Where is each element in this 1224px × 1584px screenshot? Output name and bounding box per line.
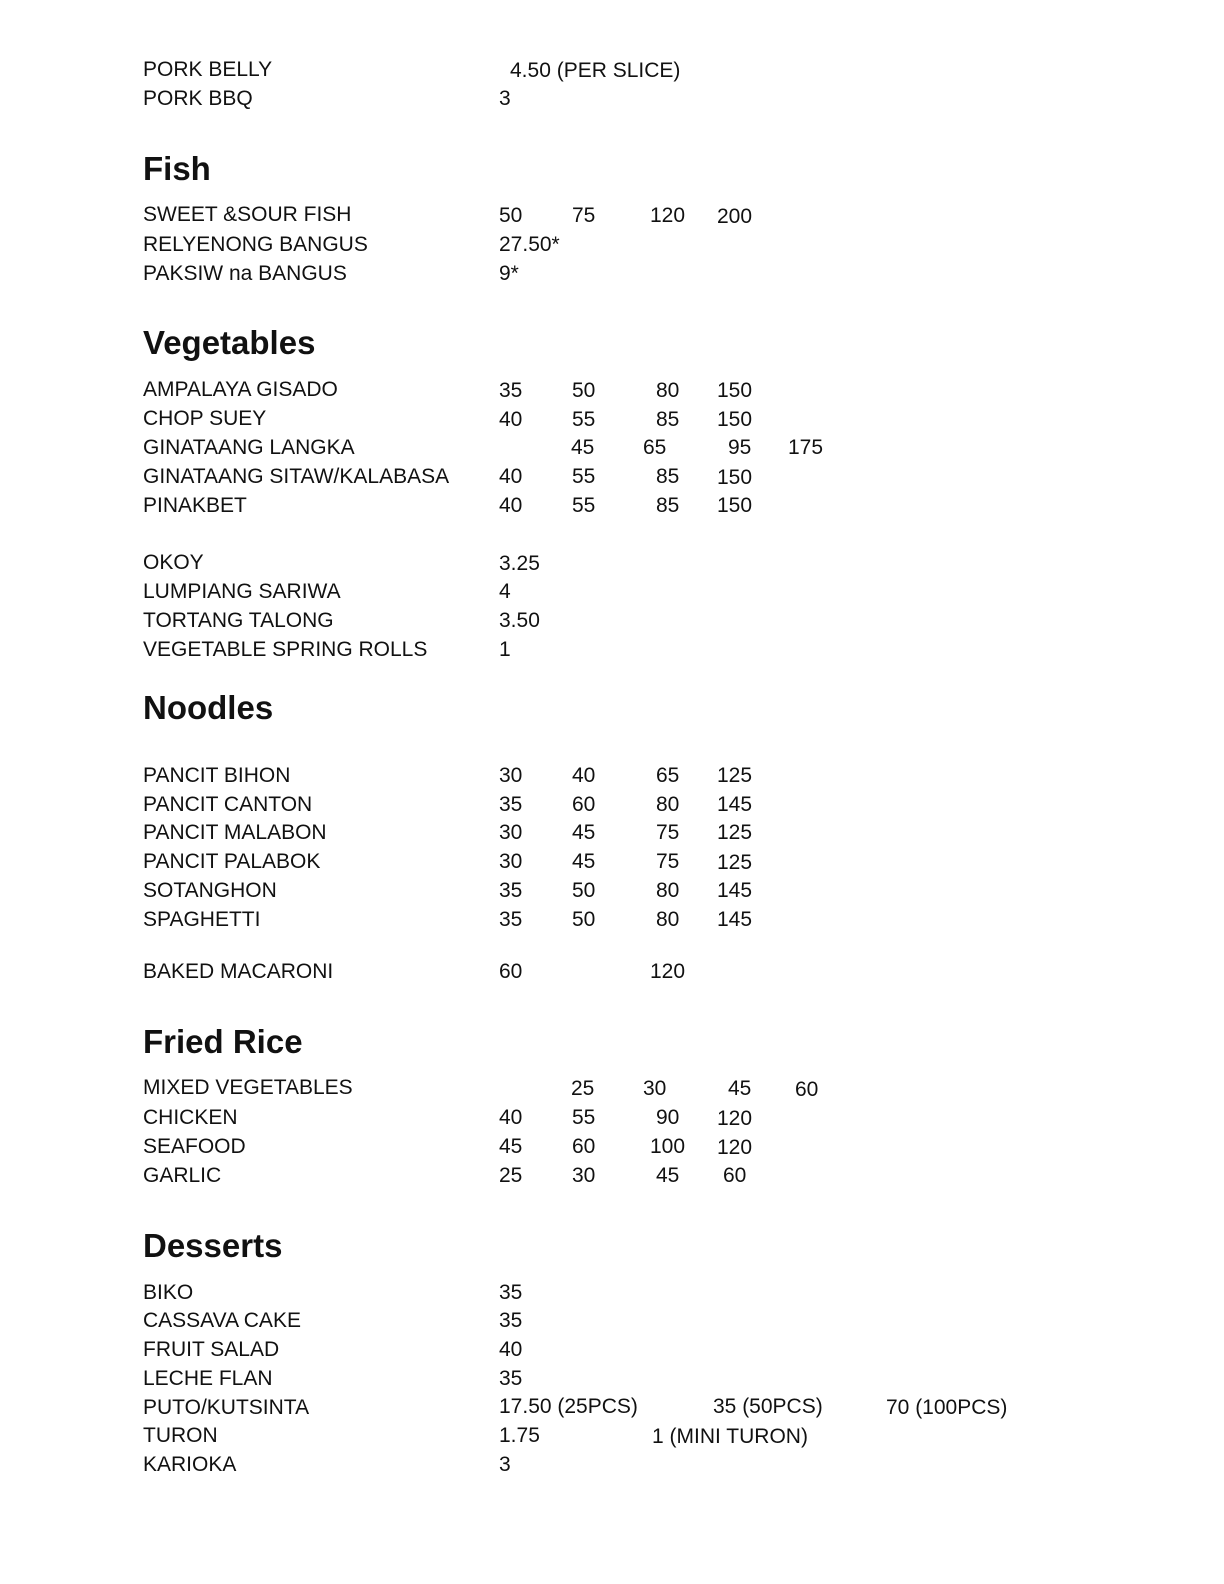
menu-item-price: 50 xyxy=(499,204,523,227)
menu-item-price: 45 xyxy=(499,1135,523,1158)
menu-item-price: 120 xyxy=(650,204,686,227)
menu-item-name: BAKED MACARONI xyxy=(143,960,334,983)
menu-item-price: 80 xyxy=(656,908,680,931)
menu-item-name: PINAKBET xyxy=(143,494,247,517)
menu-item-price: 35 xyxy=(499,879,523,902)
menu-item-price: 30 xyxy=(499,821,523,844)
menu-item-name: GARLIC xyxy=(143,1164,222,1187)
menu-item-price: 60 xyxy=(572,1135,596,1158)
section-heading-fried-rice: Fried Rice xyxy=(143,1023,303,1060)
menu-item-price: 80 xyxy=(656,879,680,902)
menu-item-name: GINATAANG LANGKA xyxy=(143,436,355,459)
menu-item-name: SPAGHETTI xyxy=(143,908,261,931)
menu-item-price: 17.50 (25PCS) xyxy=(499,1395,638,1418)
menu-item-price: 30 xyxy=(499,850,523,873)
menu-item-price: 45 xyxy=(572,821,596,844)
menu-item-price: 150 xyxy=(717,494,753,517)
menu-item-price: 65 xyxy=(656,764,680,787)
menu-item-name: SOTANGHON xyxy=(143,879,277,902)
menu-item-price: 35 xyxy=(499,379,523,402)
menu-item-price: 60 xyxy=(795,1078,819,1101)
menu-item-name: CHICKEN xyxy=(143,1106,238,1129)
menu-item-price: 30 xyxy=(643,1077,667,1100)
menu-item-price: 40 xyxy=(499,1338,523,1361)
menu-item-name: PORK BELLY xyxy=(143,58,273,81)
menu-item-price: 75 xyxy=(656,821,680,844)
menu-item-name: PORK BBQ xyxy=(143,87,253,110)
menu-item-price: 125 xyxy=(717,821,753,844)
menu-item-name: CASSAVA CAKE xyxy=(143,1309,301,1332)
menu-item-price: 125 xyxy=(717,764,753,787)
menu-item-name: VEGETABLE SPRING ROLLS xyxy=(143,638,428,661)
menu-item-price: 1 (MINI TURON) xyxy=(652,1425,808,1448)
menu-item-price: 27.50* xyxy=(499,233,560,256)
menu-item-price: 90 xyxy=(656,1106,680,1129)
menu-item-price: 1.75 xyxy=(499,1424,540,1447)
menu-item-name: MIXED VEGETABLES xyxy=(143,1076,353,1099)
menu-item-price: 55 xyxy=(572,1106,596,1129)
menu-item-price: 4.50 (PER SLICE) xyxy=(510,59,681,82)
menu-item-name: PANCIT BIHON xyxy=(143,764,291,787)
menu-item-name: PUTO/KUTSINTA xyxy=(143,1396,310,1419)
menu-item-price: 1 xyxy=(499,638,511,661)
menu-item-price: 45 xyxy=(571,436,595,459)
menu-item-price: 145 xyxy=(717,908,753,931)
menu-item-price: 45 xyxy=(656,1164,680,1187)
menu-item-price: 30 xyxy=(499,764,523,787)
menu-item-price: 55 xyxy=(572,494,596,517)
menu-item-price: 40 xyxy=(499,408,523,431)
menu-item-price: 60 xyxy=(499,960,523,983)
menu-item-price: 35 xyxy=(499,908,523,931)
menu-item-name: PANCIT MALABON xyxy=(143,821,327,844)
menu-item-price: 55 xyxy=(572,465,596,488)
menu-item-price: 4 xyxy=(499,580,511,603)
menu-item-name: PANCIT CANTON xyxy=(143,793,313,816)
menu-item-price: 85 xyxy=(656,494,680,517)
menu-item-price: 30 xyxy=(572,1164,596,1187)
menu-item-price: 50 xyxy=(572,879,596,902)
menu-item-name: TORTANG TALONG xyxy=(143,609,334,632)
menu-item-price: 60 xyxy=(723,1164,747,1187)
menu-item-price: 55 xyxy=(572,408,596,431)
menu-item-price: 50 xyxy=(572,379,596,402)
menu-item-price: 125 xyxy=(717,851,753,874)
section-heading-noodles: Noodles xyxy=(143,689,274,726)
menu-item-price: 35 xyxy=(499,1367,523,1390)
menu-item-name: LECHE FLAN xyxy=(143,1367,273,1390)
menu-item-name: AMPALAYA GISADO xyxy=(143,378,338,401)
menu-item-price: 3 xyxy=(499,1453,511,1476)
menu-item-price: 145 xyxy=(717,793,753,816)
menu-item-price: 35 (50PCS) xyxy=(713,1395,823,1418)
menu-item-price: 150 xyxy=(717,408,753,431)
menu-item-price: 120 xyxy=(650,960,686,983)
menu-item-price: 3.50 xyxy=(499,609,540,632)
section-heading-vegetables: Vegetables xyxy=(143,324,316,361)
menu-item-price: 9* xyxy=(499,262,519,285)
menu-item-price: 3 xyxy=(499,87,511,110)
menu-item-price: 145 xyxy=(717,879,753,902)
menu-item-price: 45 xyxy=(728,1077,752,1100)
menu-item-name: BIKO xyxy=(143,1281,194,1304)
menu-item-name: OKOY xyxy=(143,551,204,574)
menu-item-price: 95 xyxy=(728,436,752,459)
menu-item-price: 50 xyxy=(572,908,596,931)
menu-item-name: PANCIT PALABOK xyxy=(143,850,321,873)
menu-item-name: FRUIT SALAD xyxy=(143,1338,280,1361)
menu-item-name: SWEET &SOUR FISH xyxy=(143,203,352,226)
menu-item-price: 200 xyxy=(717,205,753,228)
menu-item-price: 45 xyxy=(572,850,596,873)
menu-item-price: 75 xyxy=(656,850,680,873)
menu-item-price: 40 xyxy=(572,764,596,787)
menu-item-name: RELYENONG BANGUS xyxy=(143,233,368,256)
menu-item-price: 120 xyxy=(717,1107,753,1130)
menu-item-price: 150 xyxy=(717,379,753,402)
menu-item-price: 85 xyxy=(656,408,680,431)
menu-item-price: 175 xyxy=(788,436,824,459)
menu-item-price: 80 xyxy=(656,793,680,816)
menu-item-price: 70 (100PCS) xyxy=(886,1396,1008,1419)
menu-item-price: 3.25 xyxy=(499,552,540,575)
menu-item-price: 85 xyxy=(656,465,680,488)
menu-item-name: TURON xyxy=(143,1424,218,1447)
menu-item-name: SEAFOOD xyxy=(143,1135,246,1158)
menu-item-price: 80 xyxy=(656,379,680,402)
menu-item-price: 75 xyxy=(572,204,596,227)
menu-item-price: 100 xyxy=(650,1135,686,1158)
menu-item-price: 120 xyxy=(717,1136,753,1159)
menu-item-name: KARIOKA xyxy=(143,1453,237,1476)
menu-item-price: 40 xyxy=(499,465,523,488)
menu-item-price: 40 xyxy=(499,494,523,517)
menu-item-name: CHOP SUEY xyxy=(143,407,267,430)
menu-item-price: 65 xyxy=(643,436,667,459)
section-heading-fish: Fish xyxy=(143,150,211,187)
menu-item-name: LUMPIANG SARIWA xyxy=(143,580,341,603)
menu-item-name: GINATAANG SITAW/KALABASA xyxy=(143,465,450,488)
menu-item-price: 25 xyxy=(571,1077,595,1100)
menu-item-price: 150 xyxy=(717,466,753,489)
menu-item-price: 40 xyxy=(499,1106,523,1129)
menu-item-price: 25 xyxy=(499,1164,523,1187)
menu-item-price: 35 xyxy=(499,1309,523,1332)
section-heading-desserts: Desserts xyxy=(143,1227,283,1264)
menu-item-price: 35 xyxy=(499,1281,523,1304)
menu-item-price: 35 xyxy=(499,793,523,816)
menu-item-price: 60 xyxy=(572,793,596,816)
menu-item-name: PAKSIW na BANGUS xyxy=(143,262,347,285)
